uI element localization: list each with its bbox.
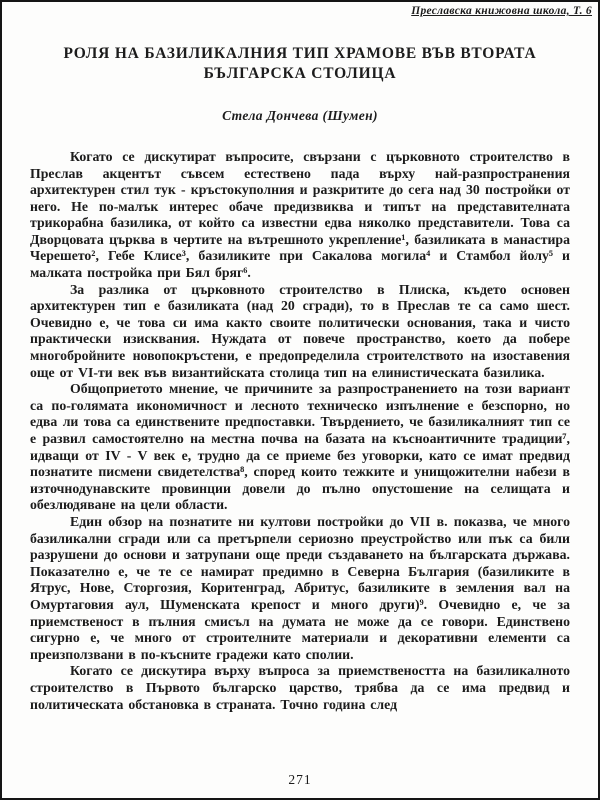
journal-header-text: Преславска книжовна школа, Т. 6 [411,5,592,17]
article-author: Стела Дончева (Шумен) [222,107,378,123]
page-number: 271 [288,772,312,787]
body-paragraph: Когато се дискутират въпросите, свързани с църковното строителство в Преслав акцентът съвсем естествено пада върху най-разпространения архитектурен стил тук - кръстокуполния и разкритите до сега над 30 постройки от него. Не по-малък интерес обаче предизвиква и типът на представителната трикорабна базилика, от който са известни едва няколко представители. Това са Дворцовата църква в чертите на вътрешното укрепление¹, базиликата в манастира Черешето², Гебе Клисе³, базиликите при Сакалова могила⁴ и Стамбол йолу⁵ и малката постройка при Бял бряг⁶. [30,148,570,281]
article-title: РОЛЯ НА БАЗИЛИКАЛНИЯ ТИП ХРАМОВЕ ВЪВ ВТОРАТА БЪЛГАРСКА СТОЛИЦА [63,45,537,83]
body-paragraph: Общоприетото мнение, че причините за разпространението на този вариант са по-голямата икономичност и лесното техническо изпълнение е безспорно, но едва ли това са единствените предпоставки. Твърдението, че базиликалният тип се е развил самостоятелно на местна почва на базата на късноантичните традиции⁷, идващи от IV - V век е, трудно да се приеме без уговорки, като се имат предвид познатите писмени свидетелства⁸, според които тежките и унищожителни набези в източнодунавските провинции довели до пълно опустошение на селищата и обезлюдяване на цели области. [30,381,570,513]
body-paragraph: Един обзор на познатите ни култови постройки до VII в. показва, че много базиликални сгради или са претърпели сериозно преустройство или пък са били разрушени до основи и затрупани още преди създаването на българската държава. Показателно е, че те се намират предимно в Северна България (базиликите в Ятрус, Нове, Сторгозия, Коритенград, Абритус, базиликите в земления вал на Омуртаговия аул, Шуменската крепост и много други)⁹. Очевидно е, че за приемственост в пълния смисъл на думата не може да се говори. Единствено сигурно е, че много от строителните материали и декоративни елементи са преизползвани в по-късните градежи като сполии. [30,513,570,662]
body-paragraph: За разлика от църковното строителство в Плиска, където основен архитектурен тип е базиликата (над 20 сгради), то в Преслав те са само шест. Очевидно е, че това си има както своите политически основания, така и чисто практически изисквания. Нуждата от повече пространство, което да побере многобройните новопокръстени, е предопределила строителството на изоставения още от VI-ти век във византийската столица тип на елинистическата базилика. [30,281,570,380]
journal-header [2,5,592,17]
body-paragraph: Когато се дискутира върху въпроса за приемствеността на базиликалното строителство в Първото българско царство, трябва да се има предвид и политическата обстановка в страната. Точно година след [30,663,570,712]
article-body [2,149,598,713]
